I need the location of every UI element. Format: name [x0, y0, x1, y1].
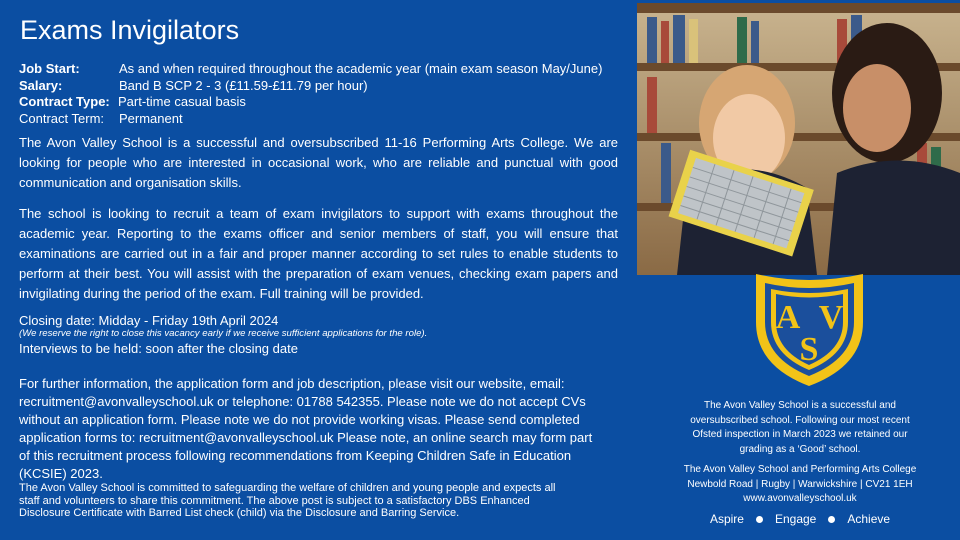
role-paragraph: The school is looking to recruit a team of exam invigilators to support with exams throughout the academic year. Reporting to the exams officer and senior members of staff, you will ensure that examinations are carried out in a fair and proper manner according to set rules to enable students to perform at their best. You will assist with the preparation of exam venues, checking exam papers and invigilating during the period of the exam. Full training will be provided.	[19, 206, 618, 301]
crest-letter-v: V	[818, 299, 844, 336]
address-line: The Avon Valley School and Performing Arts College	[683, 464, 917, 475]
crest-letter-a: A	[775, 299, 801, 336]
motto-engage: Engage	[774, 512, 817, 526]
about-line: grading as a ‘Good’ school.	[739, 443, 861, 455]
info-line: (KCSIE) 2023.	[19, 466, 103, 481]
crest-letter-s: S	[799, 331, 819, 368]
info-line: For further information, the application form and job description, please visit our website, email:	[19, 376, 565, 391]
detail-row-salary	[19, 78, 602, 95]
motto-achieve: Achieve	[847, 512, 891, 526]
detail-row-contract-term	[19, 111, 602, 128]
job-details	[19, 61, 602, 127]
intro-paragraph: The Avon Valley School is a successful and oversubscribed 11-16 Performing Arts College. We are looking for people who are interested in occasional work, who are reliable and punctual with good communication and organisation skills.	[19, 135, 618, 190]
detail-value: Band B SCP 2 - 3 (£11.59-£11.79 per hour)	[119, 77, 368, 93]
safeguarding-line: Disclosure Certificate with Barred List check (child) via the Disclosure and Barring Service.	[19, 507, 460, 519]
safeguarding-statement	[19, 482, 649, 520]
safeguarding-line: staff and volunteers to share this commitment. The above post is subject to a satisfactory DBS Enhanced	[19, 494, 530, 507]
website-text: www.avonvalleyschool.uk	[743, 493, 857, 504]
about-line: Ofsted inspection in March 2023 we retained our	[692, 429, 908, 440]
detail-row-job-start	[19, 61, 602, 78]
interviews-text: Interviews to be held: soon after the closing date	[19, 341, 298, 356]
info-line: application forms to: recruitment@avonvalleyschool.uk Please note, an online search may form part	[19, 430, 593, 445]
detail-value: Part-time casual basis	[118, 94, 246, 109]
bullet-dot-icon	[756, 516, 763, 523]
school-motto	[655, 510, 945, 528]
closing-date: Closing date: Midday - Friday 19th April 2024	[19, 313, 279, 328]
about-line: The Avon Valley School is a successful and	[704, 400, 896, 411]
detail-value: Permanent	[119, 110, 183, 126]
address-line: Newbold Road | Rugby | Warwickshire | CV21 1EH	[687, 478, 913, 490]
detail-label: Salary:	[19, 77, 63, 93]
students-reading-photo	[637, 3, 960, 275]
detail-value: As and when required throughout the academic year (main exam season May/June)	[119, 61, 603, 76]
detail-label: Contract Type:	[19, 94, 110, 109]
school-address	[655, 463, 945, 507]
detail-label: Job Start:	[19, 61, 80, 76]
page-title: Exams Invigilators	[20, 15, 240, 45]
detail-label: Contract Term:	[19, 110, 105, 126]
school-crest-logo	[752, 270, 867, 390]
detail-row-contract-type	[19, 94, 602, 111]
safeguarding-line: The Avon Valley School is committed to safeguarding the welfare of children and young people and expects all	[19, 482, 556, 494]
closing-note: (We reserve the right to close this vacancy early if we receive sufficient applications for the role).	[19, 328, 428, 339]
motto-aspire: Aspire	[709, 512, 744, 526]
info-line: without an application form. Please note we do not provide working visas. Please send completed	[19, 412, 580, 427]
info-line: recruitment@avonvalleyschool.uk or telephone: 01788 542355. Please note we do not accept CVs	[19, 394, 586, 409]
bullet-dot-icon	[828, 516, 835, 523]
further-info	[19, 375, 619, 483]
about-line: oversubscribed school. Following our most recent	[690, 414, 910, 426]
about-school	[655, 399, 945, 457]
info-line: of this recruitment process following recommendations from Keeping Children Safe in Education	[19, 448, 572, 463]
